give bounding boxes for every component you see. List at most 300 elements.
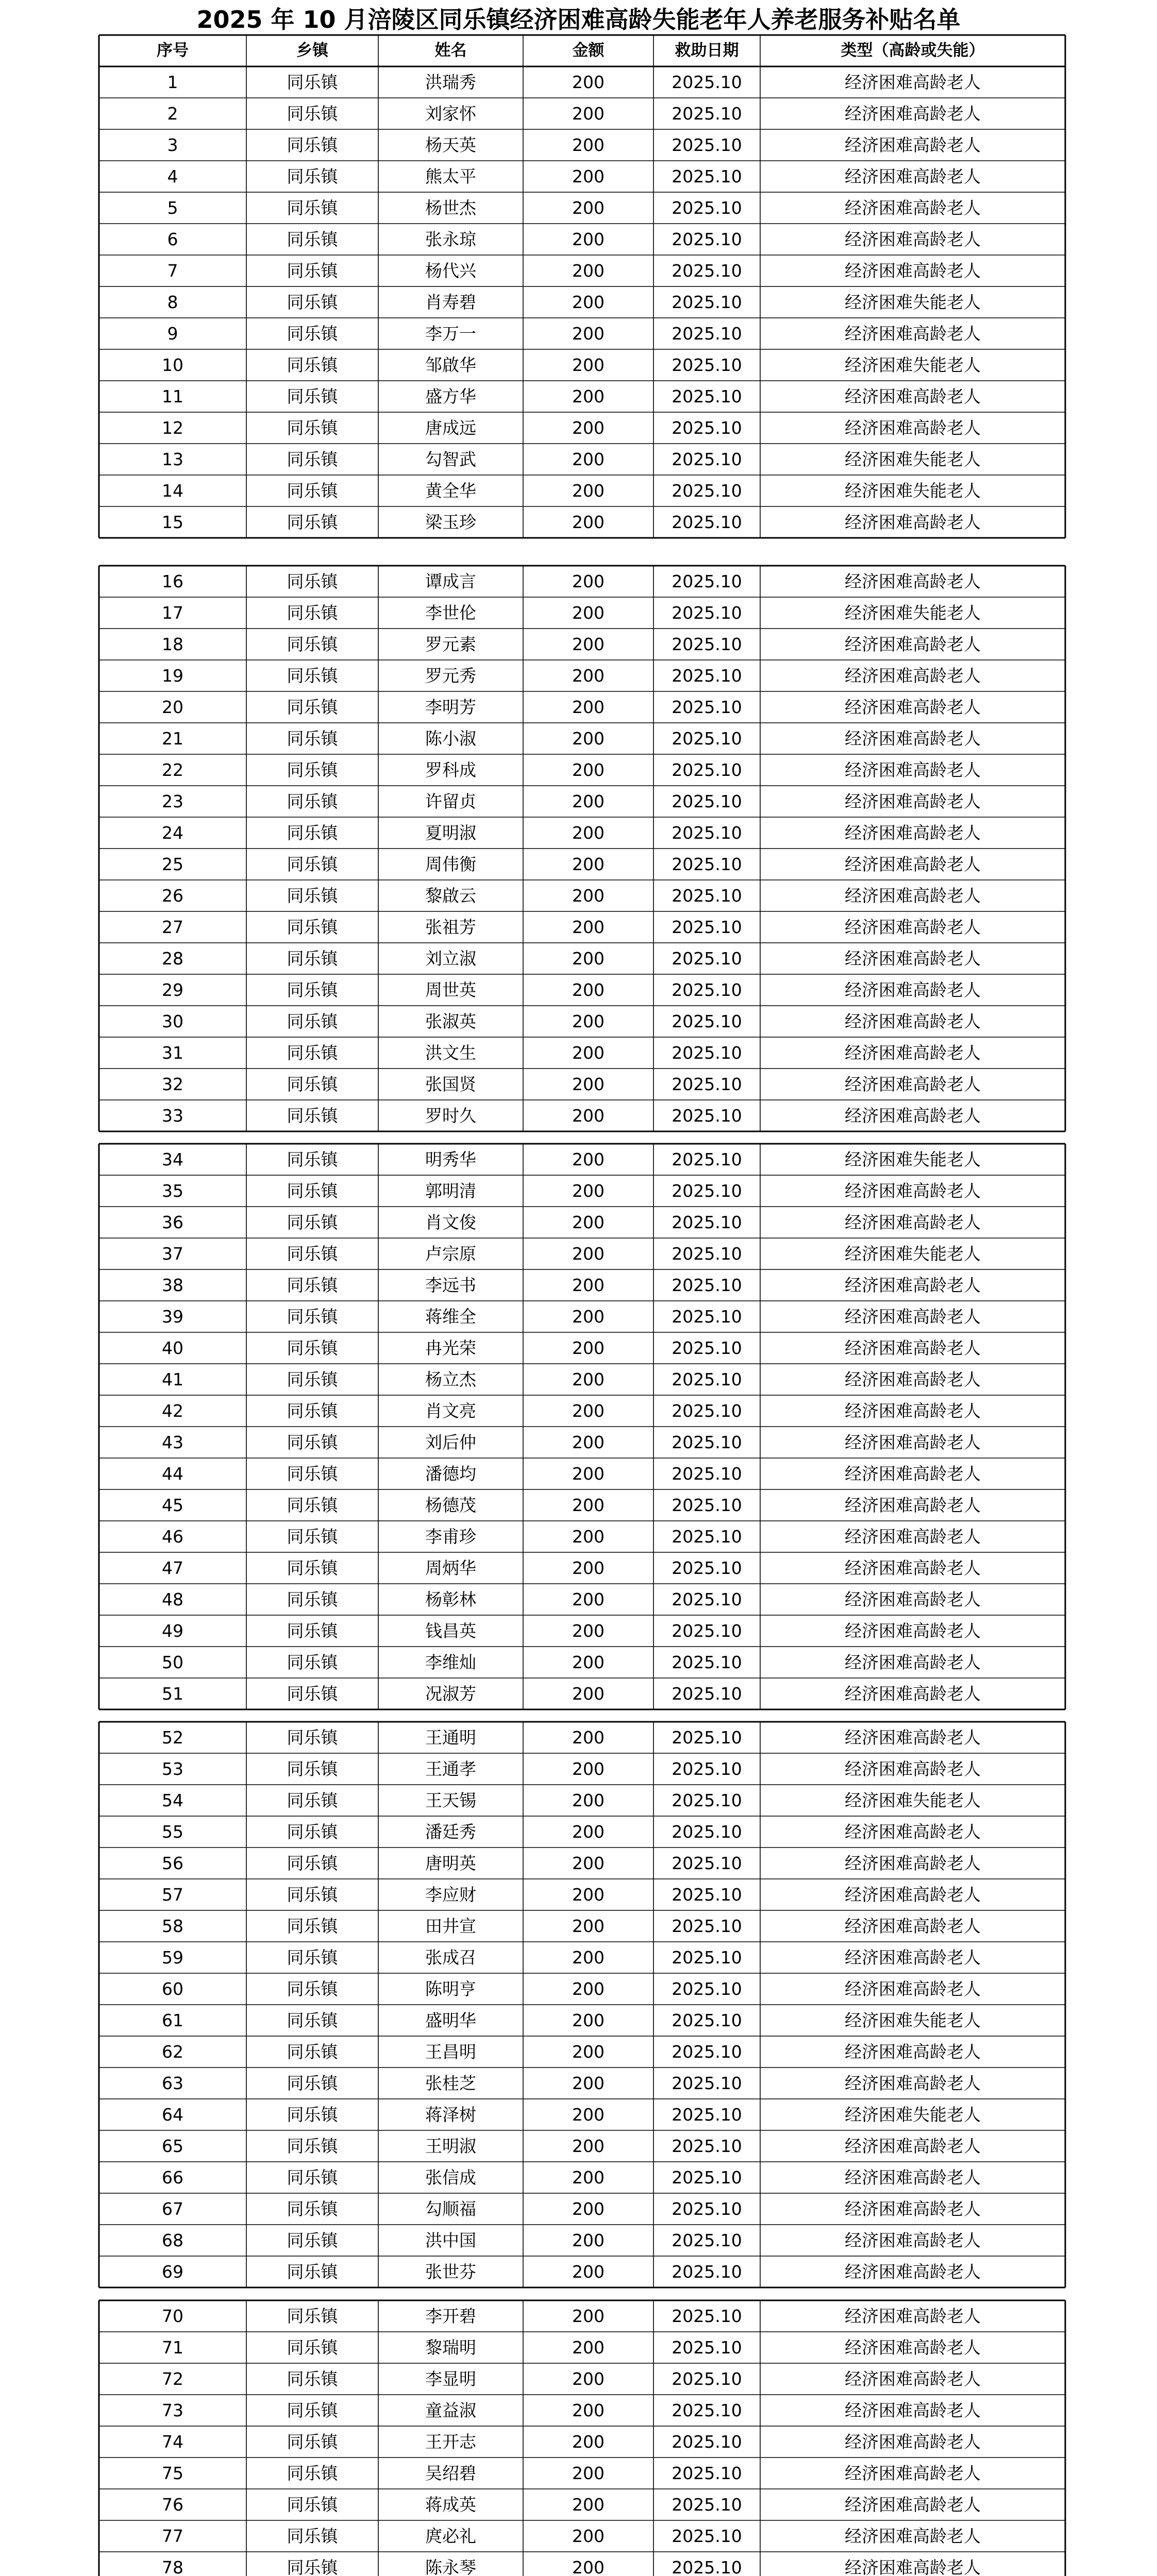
cell-type: 经济困难高龄老人 [845,1401,981,1421]
table-row [0,566,1157,597]
cell-name: 蒋维全 [425,1307,476,1327]
cell-amount: 200 [572,697,605,717]
cell-amount: 200 [572,2495,605,2515]
table-row [0,444,1157,475]
table-row [0,1207,1157,1238]
cell-name: 勾顺福 [425,2199,476,2219]
cell-type: 经济困难高龄老人 [845,2463,981,2483]
cell-township: 同乐镇 [287,917,338,937]
cell-amount: 200 [572,1011,605,1031]
cell-type: 经济困难高龄老人 [845,135,981,155]
table-row [0,2067,1157,2099]
cell-date: 2025.10 [672,1652,742,1672]
table-row [0,192,1157,224]
cell-township: 同乐镇 [287,229,338,249]
cell-date: 2025.10 [672,355,742,375]
cell-name: 夏明淑 [425,823,476,843]
table-row [0,2193,1157,2225]
cell-amount: 200 [572,1916,605,1936]
table-row [0,2426,1157,2458]
cell-date: 2025.10 [672,2495,742,2515]
cell-township: 同乐镇 [287,1759,338,1779]
header-cell-amount: 金额 [572,41,605,60]
cell-serial: 34 [162,1149,183,1170]
cell-date: 2025.10 [672,1759,742,1779]
cell-name: 陈永琴 [425,2557,476,2576]
cell-township: 同乐镇 [287,854,338,874]
cell-township: 同乐镇 [287,1495,338,1515]
table-row [0,1238,1157,1269]
cell-township: 同乐镇 [287,1307,338,1327]
cell-name: 杨立杰 [425,1369,476,1389]
cell-date: 2025.10 [672,2463,742,2483]
cell-date: 2025.10 [672,166,742,187]
cell-township: 同乐镇 [287,198,338,218]
cell-serial: 21 [162,728,183,749]
cell-amount: 200 [572,666,605,686]
cell-date: 2025.10 [672,2199,742,2219]
cell-type: 经济困难高龄老人 [845,2432,981,2452]
page-title: 2025 年 10 月涪陵区同乐镇经济困难高龄失能老年人养老服务补贴名单 [196,6,961,33]
cell-township: 同乐镇 [287,1853,338,1873]
cell-serial: 30 [162,1011,183,1031]
table-row [0,1816,1157,1848]
header-cell-township: 乡镇 [296,41,328,60]
cell-serial: 48 [162,1589,183,1609]
cell-name: 吴绍碧 [425,2463,476,2483]
cell-date: 2025.10 [672,1822,742,1842]
cell-type: 经济困难高龄老人 [845,1432,981,1452]
cell-amount: 200 [572,1589,605,1609]
cell-type: 经济困难高龄老人 [845,1947,981,1968]
cell-type: 经济困难高龄老人 [845,823,981,843]
table-row [0,1678,1157,1709]
cell-name: 梁玉珍 [425,512,476,532]
table-row [0,475,1157,506]
header-cell-serial: 序号 [157,41,189,60]
cell-date: 2025.10 [672,2136,742,2156]
cell-serial: 15 [162,512,183,532]
cell-name: 刘家怀 [425,104,476,124]
cell-amount: 200 [572,2136,605,2156]
cell-date: 2025.10 [672,2432,742,2452]
cell-amount: 200 [572,1043,605,1063]
cell-type: 经济困难高龄老人 [845,791,981,811]
cell-serial: 58 [162,1916,183,1936]
cell-serial: 11 [162,386,183,406]
cell-township: 同乐镇 [287,1149,338,1170]
cell-date: 2025.10 [672,1011,742,1031]
cell-township: 同乐镇 [287,355,338,375]
cell-serial: 64 [162,2105,183,2125]
cell-amount: 200 [572,634,605,654]
cell-township: 同乐镇 [287,2526,338,2546]
cell-name: 勾智武 [425,449,476,469]
cell-amount: 200 [572,823,605,843]
cell-township: 同乐镇 [287,1652,338,1672]
cell-name: 黎啟云 [425,886,476,906]
cell-amount: 200 [572,1307,605,1327]
table-row [0,943,1157,974]
cell-township: 同乐镇 [287,1621,338,1641]
cell-serial: 13 [162,449,183,469]
cell-name: 田井宣 [425,1916,476,1936]
table-row [0,1552,1157,1584]
cell-township: 同乐镇 [287,1885,338,1905]
cell-type: 经济困难高龄老人 [845,1684,981,1704]
cell-name: 李显明 [425,2369,476,2389]
cell-type: 经济困难高龄老人 [845,2337,981,2358]
table-row [0,224,1157,255]
cell-amount: 200 [572,1495,605,1515]
cell-amount: 200 [572,2369,605,2389]
cell-township: 同乐镇 [287,1947,338,1968]
cell-type: 经济困难高龄老人 [845,1979,981,1999]
cell-township: 同乐镇 [287,1401,338,1421]
cell-serial: 68 [162,2230,183,2250]
cell-serial: 27 [162,917,183,937]
cell-serial: 66 [162,2167,183,2188]
cell-amount: 200 [572,2010,605,2030]
cell-serial: 40 [162,1338,183,1358]
cell-serial: 38 [162,1275,183,1295]
cell-amount: 200 [572,355,605,375]
cell-township: 同乐镇 [287,2463,338,2483]
cell-serial: 12 [162,418,183,438]
table-row [0,2005,1157,2036]
cell-type: 经济困难高龄老人 [845,1074,981,1094]
cell-date: 2025.10 [672,1043,742,1063]
table-row [0,1144,1157,1175]
cell-serial: 10 [162,355,183,375]
cell-serial: 72 [162,2369,183,2389]
cell-amount: 200 [572,1244,605,1264]
cell-township: 同乐镇 [287,292,338,312]
cell-type: 经济困难失能老人 [845,292,981,312]
table-row [0,1722,1157,1753]
cell-date: 2025.10 [672,1181,742,1201]
cell-type: 经济困难高龄老人 [845,728,981,749]
table-row [0,1175,1157,1207]
cell-date: 2025.10 [672,2262,742,2282]
table-row [0,1910,1157,1942]
cell-type: 经济困难失能老人 [845,449,981,469]
cell-name: 谭成言 [425,571,476,591]
table-row [0,1615,1157,1647]
cell-type: 经济困难高龄老人 [845,2199,981,2219]
cell-amount: 200 [572,2400,605,2420]
cell-amount: 200 [572,1853,605,1873]
table-row [0,911,1157,943]
table-row [0,1584,1157,1615]
cell-serial: 49 [162,1621,183,1641]
table-row [0,2225,1157,2256]
cell-township: 同乐镇 [287,1464,338,1484]
cell-township: 同乐镇 [287,261,338,281]
cell-name: 周炳华 [425,1558,476,1578]
cell-name: 刘后仲 [425,1432,476,1452]
cell-type: 经济困难高龄老人 [845,760,981,780]
table-row [0,660,1157,691]
cell-date: 2025.10 [672,571,742,591]
cell-serial: 62 [162,2042,183,2062]
cell-amount: 200 [572,2463,605,2483]
cell-name: 蒋成英 [425,2495,476,2515]
table-row [0,1332,1157,1364]
cell-amount: 200 [572,135,605,155]
cell-township: 同乐镇 [287,2167,338,2188]
cell-date: 2025.10 [672,1684,742,1704]
cell-serial: 75 [162,2463,183,2483]
cell-township: 同乐镇 [287,135,338,155]
cell-type: 经济困难高龄老人 [845,386,981,406]
table-row [0,1879,1157,1910]
table-row [0,412,1157,444]
cell-name: 张世芬 [425,2262,476,2282]
cell-amount: 200 [572,1790,605,1810]
cell-amount: 200 [572,198,605,218]
cell-amount: 200 [572,1822,605,1842]
cell-type: 经济困难高龄老人 [845,2495,981,2515]
cell-township: 同乐镇 [287,980,338,1000]
cell-township: 同乐镇 [287,760,338,780]
cell-type: 经济困难高龄老人 [845,886,981,906]
cell-amount: 200 [572,2199,605,2219]
cell-name: 李甫珍 [425,1527,476,1547]
cell-date: 2025.10 [672,2010,742,2030]
table-header-row [0,35,1157,66]
cell-amount: 200 [572,261,605,281]
cell-township: 同乐镇 [287,634,338,654]
cell-amount: 200 [572,229,605,249]
cell-type: 经济困难高龄老人 [845,917,981,937]
cell-amount: 200 [572,2432,605,2452]
table-row [0,691,1157,723]
cell-amount: 200 [572,2337,605,2358]
table-row [0,786,1157,817]
cell-township: 同乐镇 [287,2230,338,2250]
cell-type: 经济困难高龄老人 [845,1338,981,1358]
cell-township: 同乐镇 [287,603,338,623]
cell-name: 卢宗原 [425,1244,476,1264]
cell-serial: 16 [162,571,183,591]
cell-name: 明秀华 [425,1149,476,1170]
cell-amount: 200 [572,1212,605,1232]
cell-type: 经济困难失能老人 [845,1244,981,1264]
cell-date: 2025.10 [672,2400,742,2420]
cell-date: 2025.10 [672,1074,742,1094]
cell-type: 经济困难高龄老人 [845,1558,981,1578]
cell-serial: 47 [162,1558,183,1578]
cell-date: 2025.10 [672,2230,742,2250]
cell-amount: 200 [572,1759,605,1779]
cell-name: 李维灿 [425,1652,476,1672]
table-row [0,2552,1157,2576]
cell-type: 经济困难高龄老人 [845,1212,981,1232]
cell-township: 同乐镇 [287,2199,338,2219]
cell-amount: 200 [572,449,605,469]
cell-type: 经济困难高龄老人 [845,418,981,438]
cell-township: 同乐镇 [287,571,338,591]
table-row [0,849,1157,880]
cell-type: 经济困难高龄老人 [845,571,981,591]
cell-township: 同乐镇 [287,948,338,969]
cell-date: 2025.10 [672,1432,742,1452]
cell-type: 经济困难高龄老人 [845,1106,981,1126]
cell-type: 经济困难高龄老人 [845,854,981,874]
cell-township: 同乐镇 [287,1684,338,1704]
table-row [0,1069,1157,1100]
cell-date: 2025.10 [672,2105,742,2125]
cell-type: 经济困难高龄老人 [845,324,981,344]
cell-serial: 29 [162,980,183,1000]
cell-type: 经济困难失能老人 [845,355,981,375]
table-row [0,161,1157,192]
cell-type: 经济困难高龄老人 [845,666,981,686]
cell-type: 经济困难高龄老人 [845,2400,981,2420]
table-row [0,1973,1157,2005]
cell-serial: 42 [162,1401,183,1421]
cell-township: 同乐镇 [287,1432,338,1452]
cell-serial: 57 [162,1885,183,1905]
cell-township: 同乐镇 [287,2042,338,2062]
cell-name: 肖文亮 [425,1401,476,1421]
table-row [0,98,1157,129]
table-row [0,880,1157,911]
cell-date: 2025.10 [672,261,742,281]
cell-type: 经济困难高龄老人 [845,2262,981,2282]
cell-type: 经济困难高龄老人 [845,2557,981,2576]
cell-township: 同乐镇 [287,823,338,843]
table-row [0,1269,1157,1301]
cell-serial: 20 [162,697,183,717]
cell-township: 同乐镇 [287,1558,338,1578]
cell-type: 经济困难高龄老人 [845,1307,981,1327]
cell-serial: 74 [162,2432,183,2452]
cell-township: 同乐镇 [287,1011,338,1031]
cell-date: 2025.10 [672,980,742,1000]
cell-amount: 200 [572,1401,605,1421]
cell-amount: 200 [572,386,605,406]
cell-name: 盛方华 [425,386,476,406]
header-cell-date: 救助日期 [675,41,739,60]
table-row [0,2458,1157,2489]
table-row [0,1458,1157,1489]
cell-type: 经济困难高龄老人 [845,1621,981,1641]
cell-amount: 200 [572,2526,605,2546]
cell-name: 肖寿碧 [425,292,476,312]
cell-township: 同乐镇 [287,1589,338,1609]
cell-township: 同乐镇 [287,1527,338,1547]
cell-serial: 67 [162,2199,183,2219]
cell-serial: 3 [167,135,178,155]
cell-township: 同乐镇 [287,2262,338,2282]
cell-name: 罗元秀 [425,666,476,686]
cell-amount: 200 [572,2105,605,2125]
cell-serial: 53 [162,1759,183,1779]
cell-serial: 77 [162,2526,183,2546]
cell-date: 2025.10 [672,2337,742,2358]
cell-amount: 200 [572,166,605,187]
cell-name: 杨天英 [425,135,476,155]
cell-type: 经济困难高龄老人 [845,2369,981,2389]
cell-date: 2025.10 [672,1853,742,1873]
cell-amount: 200 [572,2167,605,2188]
cell-date: 2025.10 [672,1979,742,1999]
table-row [0,349,1157,381]
cell-amount: 200 [572,481,605,501]
cell-date: 2025.10 [672,1149,742,1170]
table-row [0,2162,1157,2193]
cell-township: 同乐镇 [287,2105,338,2125]
cell-name: 邹啟华 [425,355,476,375]
table-row [0,1647,1157,1678]
cell-township: 同乐镇 [287,481,338,501]
cell-township: 同乐镇 [287,2557,338,2576]
cell-amount: 200 [572,1621,605,1641]
table-row [0,629,1157,660]
cell-type: 经济困难高龄老人 [845,512,981,532]
cell-type: 经济困难高龄老人 [845,2073,981,2093]
cell-date: 2025.10 [672,823,742,843]
cell-type: 经济困难高龄老人 [845,1885,981,1905]
cell-township: 同乐镇 [287,1916,338,1936]
table-row [0,1942,1157,1973]
cell-date: 2025.10 [672,2369,742,2389]
cell-serial: 70 [162,2306,183,2326]
cell-amount: 200 [572,948,605,969]
cell-name: 王通明 [425,1727,476,1748]
cell-serial: 26 [162,886,183,906]
cell-amount: 200 [572,1727,605,1748]
cell-type: 经济困难高龄老人 [845,166,981,187]
cell-date: 2025.10 [672,1369,742,1389]
cell-name: 杨世杰 [425,198,476,218]
cell-serial: 4 [167,166,178,187]
table-row [0,2332,1157,2363]
cell-date: 2025.10 [672,854,742,874]
cell-date: 2025.10 [672,1621,742,1641]
cell-amount: 200 [572,791,605,811]
cell-name: 杨德茂 [425,1495,476,1515]
cell-township: 同乐镇 [287,1979,338,1999]
table-row [0,2130,1157,2162]
cell-date: 2025.10 [672,198,742,218]
cell-amount: 200 [572,980,605,1000]
cell-type: 经济困难失能老人 [845,1790,981,1810]
cell-name: 许留贞 [425,791,476,811]
cell-township: 同乐镇 [287,324,338,344]
table-row [0,974,1157,1006]
cell-amount: 200 [572,760,605,780]
cell-township: 同乐镇 [287,1106,338,1126]
cell-type: 经济困难高龄老人 [845,2306,981,2326]
cell-date: 2025.10 [672,1727,742,1748]
cell-type: 经济困难高龄老人 [845,980,981,1000]
cell-serial: 18 [162,634,183,654]
cell-serial: 8 [167,292,178,312]
cell-type: 经济困难高龄老人 [845,1652,981,1672]
cell-date: 2025.10 [672,1947,742,1968]
table-row [0,381,1157,412]
cell-name: 唐成远 [425,418,476,438]
cell-serial: 55 [162,1822,183,1842]
cell-township: 同乐镇 [287,2136,338,2156]
cell-date: 2025.10 [672,728,742,749]
cell-name: 王明淑 [425,2136,476,2156]
cell-type: 经济困难高龄老人 [845,1011,981,1031]
cell-amount: 200 [572,1684,605,1704]
